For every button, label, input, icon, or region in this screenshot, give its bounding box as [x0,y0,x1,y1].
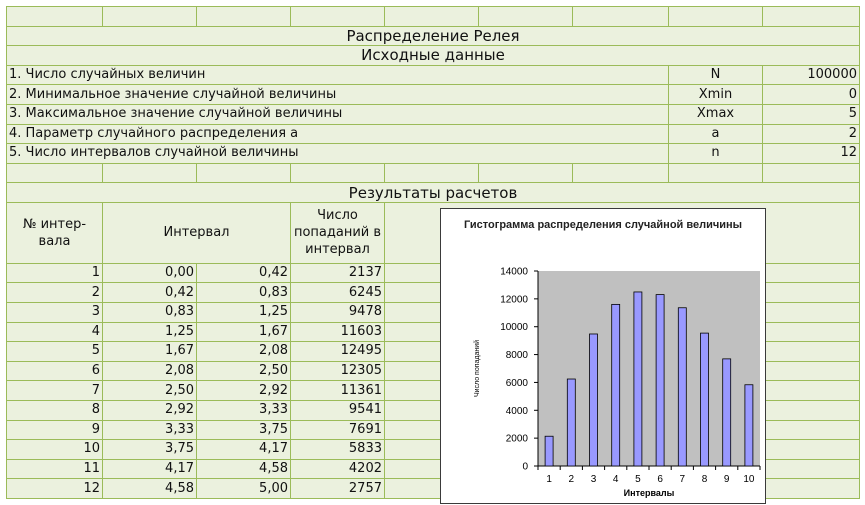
hit-count[interactable]: 9478 [291,302,385,322]
row-number[interactable]: 5 [7,342,103,362]
y-axis-label: Число попаданий [474,339,481,398]
interval-to[interactable]: 4,17 [197,440,291,460]
input-label[interactable]: 1. Число случайных величин [7,65,669,85]
y-tick-label: 14000 [500,266,528,278]
interval-to[interactable]: 5,00 [197,479,291,499]
hit-count[interactable]: 7691 [291,420,385,440]
input-label[interactable]: 3. Максимальное значение случайной величины [7,104,669,124]
input-symbol[interactable]: a [669,124,763,144]
y-tick-label: 2000 [505,433,528,445]
histogram-bar [545,436,553,466]
input-value[interactable]: 12 [763,144,860,164]
row-number[interactable]: 7 [7,381,103,401]
cell[interactable] [291,163,385,183]
input-value[interactable]: 2 [763,124,860,144]
interval-to[interactable]: 0,42 [197,263,291,283]
interval-to[interactable]: 1,25 [197,302,291,322]
row-number[interactable]: 9 [7,420,103,440]
row-number[interactable]: 3 [7,302,103,322]
row-number[interactable]: 11 [7,459,103,479]
interval-from[interactable]: 4,17 [103,459,197,479]
histogram-bar [567,379,575,466]
cell[interactable] [197,163,291,183]
column-header-interval[interactable]: Интервал [103,202,291,263]
input-symbol[interactable]: Xmin [669,85,763,105]
x-tick-label: 4 [612,474,619,485]
histogram-bar [656,295,664,466]
interval-to[interactable]: 2,92 [197,381,291,401]
interval-to[interactable]: 2,50 [197,361,291,381]
y-tick-label: 10000 [500,322,528,334]
interval-from[interactable]: 2,50 [103,381,197,401]
hit-count[interactable]: 11603 [291,322,385,342]
hit-count[interactable]: 12305 [291,361,385,381]
interval-from[interactable]: 2,08 [103,361,197,381]
cell[interactable] [385,163,479,183]
cell[interactable] [479,163,573,183]
y-tick-label: 0 [522,461,528,473]
x-tick-label: 5 [635,474,641,485]
input-symbol[interactable]: Xmax [669,104,763,124]
interval-from[interactable]: 1,67 [103,342,197,362]
x-tick-label: 8 [701,474,708,485]
y-tick-label: 12000 [500,294,528,306]
interval-from[interactable]: 1,25 [103,322,197,342]
input-symbol[interactable]: n [669,144,763,164]
x-tick-label: 3 [590,474,597,485]
input-value[interactable]: 0 [763,85,860,105]
interval-to[interactable]: 4,58 [197,459,291,479]
cell[interactable] [197,7,291,27]
cell[interactable] [573,7,669,27]
interval-from[interactable]: 4,58 [103,479,197,499]
input-label[interactable]: 2. Минимальное значение случайной величины [7,85,669,105]
column-header-count[interactable]: Число попаданий в интервал [291,202,385,263]
histogram-bar [590,334,598,466]
x-tick-label: 1 [546,474,552,485]
row-number[interactable]: 8 [7,400,103,420]
cell[interactable] [573,163,669,183]
cell[interactable] [763,163,860,183]
cell[interactable] [103,7,197,27]
y-tick-label: 6000 [505,377,528,389]
input-value[interactable]: 5 [763,104,860,124]
interval-from[interactable]: 2,92 [103,400,197,420]
row-number[interactable]: 12 [7,479,103,499]
interval-to[interactable]: 2,08 [197,342,291,362]
cell[interactable] [7,7,103,27]
hit-count[interactable]: 5833 [291,440,385,460]
histogram-plot [441,209,765,503]
histogram-bar [745,385,753,466]
interval-to[interactable]: 1,67 [197,322,291,342]
cell[interactable] [669,163,763,183]
cell[interactable] [763,7,860,27]
input-value[interactable]: 100000 [763,65,860,85]
input-label[interactable]: 4. Параметр случайного распределения a [7,124,669,144]
cell[interactable] [479,7,573,27]
sheet-title[interactable]: Распределение Релея [7,26,860,46]
interval-from[interactable]: 0,00 [103,263,197,283]
cell[interactable] [291,7,385,27]
x-tick-label: 6 [657,474,663,485]
x-tick-label: 7 [679,474,686,485]
input-section-header[interactable]: Исходные данные [7,46,860,66]
hit-count[interactable]: 2137 [291,263,385,283]
x-tick-label: 9 [723,474,730,485]
histogram-bar [678,308,686,466]
histogram-bar [612,304,620,466]
hit-count[interactable]: 2757 [291,479,385,499]
row-number[interactable]: 1 [7,263,103,283]
results-section-header[interactable]: Результаты расчетов [7,183,860,203]
row-number[interactable]: 10 [7,440,103,460]
interval-to[interactable]: 3,75 [197,420,291,440]
column-header-number[interactable]: № интер-вала [7,202,103,263]
cell[interactable] [669,7,763,27]
x-tick-label: 10 [743,474,755,485]
interval-to[interactable]: 3,33 [197,400,291,420]
cell[interactable] [103,163,197,183]
x-tick-label: 2 [568,474,575,485]
row-number[interactable]: 6 [7,361,103,381]
row-number[interactable]: 4 [7,322,103,342]
y-tick-label: 8000 [505,350,528,362]
histogram-bar [701,333,709,466]
hit-count[interactable]: 11361 [291,381,385,401]
x-axis-label: Интервалы [623,488,675,498]
interval-from[interactable]: 3,33 [103,420,197,440]
chart-title: Гистограмма распределения случайной величины [463,219,743,231]
input-label[interactable]: 5. Число интервалов случайной величины [7,144,669,164]
hit-count[interactable]: 6245 [291,283,385,303]
y-tick-label: 4000 [505,405,528,417]
hit-count[interactable]: 9541 [291,400,385,420]
histogram-bar [634,292,642,466]
cell[interactable] [7,163,103,183]
row-number[interactable]: 2 [7,283,103,303]
interval-from[interactable]: 0,83 [103,302,197,322]
interval-from[interactable]: 3,75 [103,440,197,460]
hit-count[interactable]: 12495 [291,342,385,362]
hit-count[interactable]: 4202 [291,459,385,479]
histogram-chart[interactable] [440,208,766,504]
cell[interactable] [385,7,479,27]
histogram-bar [723,359,731,466]
interval-from[interactable]: 0,42 [103,283,197,303]
interval-to[interactable]: 0,83 [197,283,291,303]
input-symbol[interactable]: N [669,65,763,85]
